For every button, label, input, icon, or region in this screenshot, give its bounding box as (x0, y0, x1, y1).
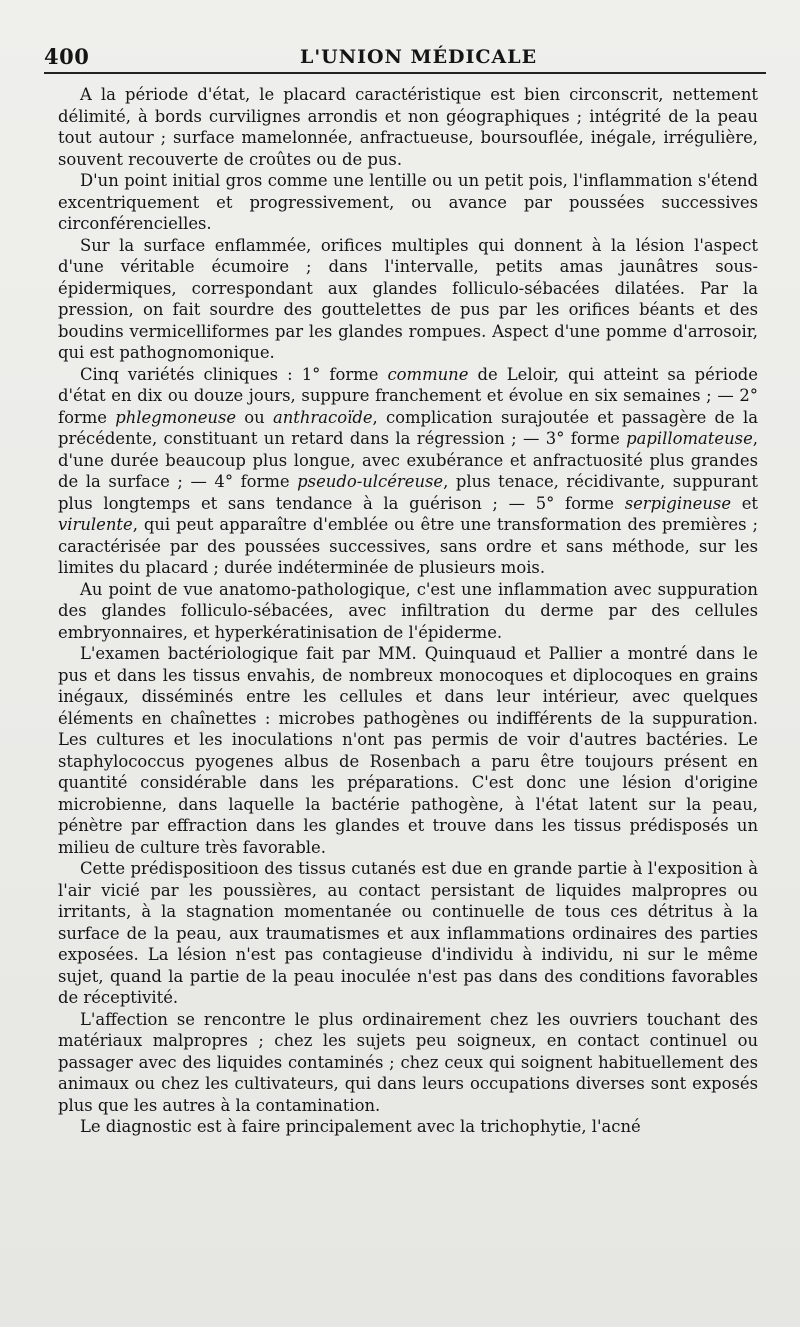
text-run: ou (236, 407, 273, 427)
text-run: , complication surajoutée et passagère de la précédente, constituant un retard dans la régression ; — 3° forme (58, 407, 758, 448)
paragraph-anatomo-pathology: Au point de vue anatomo-pathologique, c'est une inflammation avec suppuration des glandes folliculo-sébacées, avec infiltration du derme par des cellules embryonnaires, et hyperkératinisation de l'épiderme. (58, 579, 758, 642)
paragraph-surface: Sur la surface enflammée, orifices multiples qui donnent à la lésion l'aspect d'une véritable écumoire ; dans l'intervalle, petits amas jaunâtres sous-épidermiques, correspondant aux glandes folliculo-sébacées dilatées. Par la pression, on fait sourdre des gouttelettes de pus par les orifices béants et des boudins vermicelliformes par les glandes rompues. Aspect d'une pomme d'arrosoir, qui est pathognomonique. (58, 235, 758, 362)
italic-term: phlegmoneuse (115, 407, 237, 427)
page-header (44, 34, 766, 74)
italic-term: virulente (58, 515, 133, 534)
italic-term: papillomateuse (626, 429, 753, 448)
article-body (58, 84, 758, 1138)
italic-term: pseudo-ulcéreuse (297, 472, 444, 491)
text-run: , plus tenace, récidivante, suppurant plus longtemps et sans tendance à la guérison ; — 5° forme (58, 472, 758, 513)
italic-term: commune (387, 364, 469, 384)
paragraph-clinical-varieties (58, 364, 758, 579)
paragraph-occupations: L'affection se rencontre le plus ordinairement chez les ouvriers touchant des matériaux malpropres ; chez les sujets peu soigneux, en contact continuel ou passager avec des liquides contaminés ; chez ceux qui soignent habituellement des animaux ou chez les cultivateurs, qui dans leurs occupations diverses sont exposés plus que les autres à la contamination. (58, 1009, 758, 1115)
paragraph-placard-description: A la période d'état, le placard caractéristique est bien circonscrit, nettement délimité, à bords curvilignes arrondis et non géographiques ; intégrité de la peau tout autour ; surface mamelonnée, anfractueuse, boursouflée, inégale, irrégulière, souvent recouverte de croûtes ou de pus. (58, 85, 758, 169)
paragraph-diagnosis: Le diagnostic est à faire principalement avec la trichophytie, l'acné (80, 1117, 641, 1136)
text-run: de Leloir, qui atteint sa période d'état en dix ou douze jours, suppure franchement et évolue en six semaines ; — 2° forme (58, 364, 758, 427)
italic-term: anthracoïde (272, 407, 373, 427)
page-number: 400 (44, 44, 90, 69)
text-run: , qui peut apparaître d'emblée ou être une transformation des premières ; caractérisée par des poussées successives, sans ordre et sans méthode, sur les limites du placard ; durée indéterminée de plusieurs mois. (58, 515, 758, 577)
text-run: , d'une durée beaucoup plus longue, avec exubérance et anfractuosité plus grandes de la surface ; — 4° forme (58, 429, 758, 491)
paragraph-bacteriology: L'examen bactériologique fait par MM. Quinquaud et Pallier a montré dans le pus et dans les tissus envahis, de nombreux monocoques et diplocoques en grains inégaux, disséminés entre les cellules et dans leur intérieur, avec quelques éléments en chaînettes : microbes pathogènes ou indifférents de la suppuration. Les cultures et les inoculations n'ont pas permis de voir d'autres bactéries. Le staphylococcus pyogenes albus de Rosenbach a paru être toujours présent en quantité considérable dans les préparations. C'est donc une lésion d'origine microbienne, dans laquelle la bactérie pathogène, à l'état latent sur la peau, pénètre par effraction dans les glandes et trouve dans les tissus prédisposés un milieu de culture très favorable. (58, 644, 758, 857)
paragraph-predisposition: Cette prédispositioon des tissus cutanés est due en grande partie à l'exposition à l'air vicié par les poussières, au contact persistant de liquides malpropres ou irritants, à la stagnation momentanée ou continuelle de tous ces détritus à la surface de la peau, aux traumatismes et aux inflammations ordinaires des parties exposées. La lésion n'est pas contagieuse d'individu à individu, ni sur le même sujet, quand la partie de la peau inoculée n'est pas dans des conditions favorables de réceptivité. (58, 859, 758, 1007)
text-run: Cinq variétés cliniques : 1° forme (80, 364, 388, 384)
text-run: et (731, 493, 758, 513)
header-rule (44, 72, 766, 74)
running-title: L'UNION MÉDICALE (300, 46, 538, 68)
italic-term: serpigineuse (624, 493, 732, 513)
paragraph-extension: D'un point initial gros comme une lentille ou un petit pois, l'inflammation s'étend excentriquement et progressivement, ou avance par poussées successives circonférencielles. (58, 171, 758, 233)
